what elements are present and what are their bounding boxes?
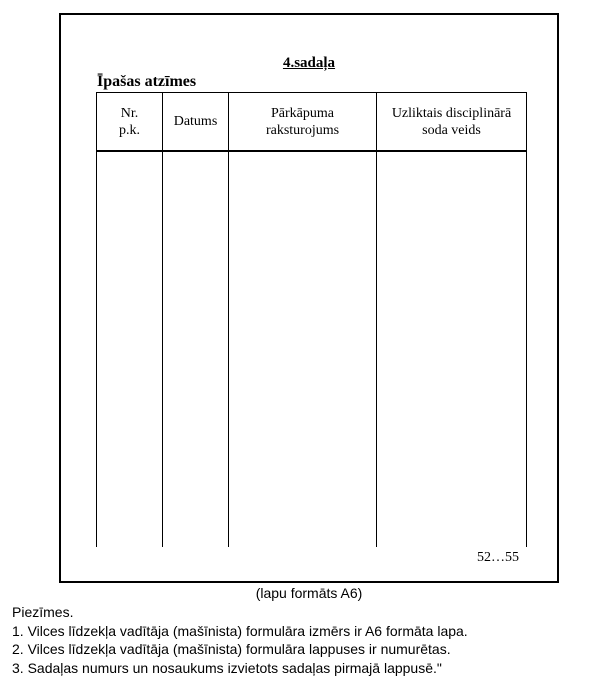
table-header-row [97, 93, 527, 152]
note-item: 3. Sadaļas numurs un nosaukums izvietots sadaļas pirmajā lappusē." [12, 659, 442, 676]
column-header-line: soda veids [422, 122, 481, 138]
section-number: 4.sadaļa [282, 55, 336, 71]
notes-section [12, 603, 468, 677]
special-marks-table [96, 92, 527, 547]
table-cell [377, 151, 527, 547]
column-header-line: Datums [173, 114, 218, 129]
note-item: 2. Vilces līdzekļa vadītāja (mašīnista) formulāra lappuses ir numurētas. [12, 641, 451, 657]
page-range: 52…55 [477, 550, 519, 565]
table-cell [97, 151, 163, 547]
column-header-line: Nr. [120, 105, 139, 121]
table-row [97, 151, 527, 547]
format-note: (lapu formāts A6) [255, 585, 363, 601]
table-cell [229, 151, 377, 547]
column-header-line: Pārkāpuma [271, 105, 334, 121]
note-item: 1. Vilces līdzekļa vadītāja (mašīnista) formulāra izmērs ir A6 formāta lapa. [12, 622, 468, 639]
column-header-line: Uzliktais disciplinārā [391, 105, 512, 121]
form-frame [59, 13, 559, 583]
column-header-violation [229, 93, 377, 152]
column-header-penalty [377, 93, 527, 152]
column-header-date [163, 93, 229, 152]
column-header-line: p.k. [119, 122, 140, 138]
table-cell [163, 151, 229, 547]
column-header-line: raksturojums [265, 122, 340, 138]
column-header-number [97, 93, 163, 152]
section-title: Īpašas atzīmes [97, 73, 197, 90]
notes-heading: Piezīmes. [12, 604, 74, 620]
